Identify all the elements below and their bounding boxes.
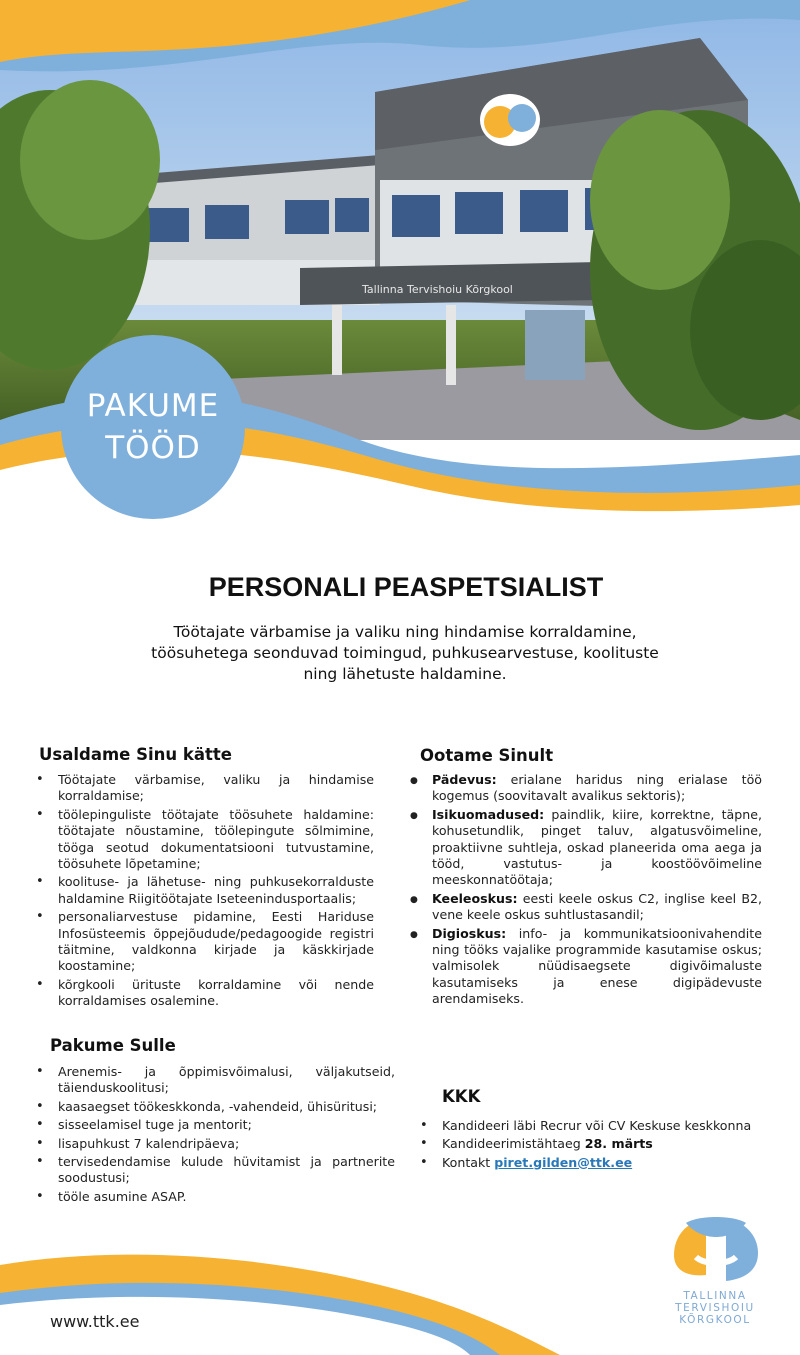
item-label: Pädevus:: [432, 772, 497, 787]
list-item: [410, 772, 762, 805]
item-text: info- ja kommunikatsioonivahendite ning tööks vajalike programmide kasutamise oskus; valmisolek nüüdisaegsete digivõimaluste kasutamiseks ja enese digipädevuste arendamiseks.: [432, 925, 762, 1007]
list-item: [420, 1136, 770, 1152]
building-sign: Tallinna Tervishoiu Kõrgkool: [362, 283, 513, 296]
kkk-list: [420, 1118, 770, 1173]
badge-line-1: PAKUME: [86, 388, 220, 424]
list-item: • Arenemis- ja õppimisvõimalusi, väljakutseid, täienduskoolitusi;: [36, 1064, 395, 1097]
list-item: [420, 1155, 770, 1171]
expect-heading: Ootame Sinult: [420, 746, 554, 765]
ttk-logo-icon: [668, 1215, 764, 1293]
contact-email-link[interactable]: piret.gilden@ttk.ee: [494, 1154, 633, 1170]
badge-line-2: TÖÖD: [105, 430, 201, 466]
item-text: eesti keele oskus C2, inglise keel B2, vene keele oskus suhtlustasandil;: [432, 890, 762, 923]
list-item: • sisseelamisel tuge ja mentorit;: [36, 1117, 395, 1133]
list-item: [410, 807, 762, 889]
pakume-tood-badge: [61, 335, 245, 519]
item-label: Isikuomadused:: [432, 806, 545, 822]
list-item: • lisapuhkust 7 kalendripäeva;: [36, 1136, 395, 1152]
offer-list: [36, 1064, 395, 1207]
logo-text: [660, 1290, 770, 1326]
item-label: Keeleoskus:: [432, 890, 518, 906]
list-item: • kaasaegset töökeskkonda, -vahendeid, ühisüritusi;: [36, 1099, 395, 1115]
deadline-value: 28. märts: [584, 1136, 653, 1152]
list-item: • koolituse- ja lähetuse- ning puhkusekorralduste haldamine Riigitöötajate Iseteenindusportaalis;: [36, 874, 374, 907]
list-item: • kõrgkooli ürituste korraldamine või nende korraldamises osalemine.: [36, 977, 374, 1010]
item-text: paindlik, kiire, korrektne, täpne, kohusetundlik, pinget taluv, algatusvõimeline, proaktiivne suhtleja, oskad planeerida oma aega ja tööd, vastutus- ja koostöövõimeline meeskonnatöötaja;: [432, 806, 762, 888]
list-item: • tööle asumine ASAP.: [36, 1189, 395, 1205]
list-item: [410, 926, 762, 1008]
item-text: erialane haridus ning erialase töö kogemus (soovitavalt avalikus sektoris);: [432, 772, 762, 804]
list-item: • Kandideeri läbi Recrur või CV Keskuse keskkonna: [420, 1118, 770, 1134]
job-subtitle: Töötajate värbamise ja valiku ning hindamise korraldamine, töösuhetega seonduvad toimingud, puhkusearvestuse, koolituste ning lähetuste haldamine.: [151, 623, 659, 683]
list-item: • personaliarvestuse pidamine, Eesti Hariduse Infosüsteemis õppejõudude/pedagoogide registri täitmine, valdkonna kirjade ja käskkirjade koostamine;: [36, 909, 374, 975]
logo-line-3: KÕRGKOOL: [679, 1314, 751, 1326]
contact-prefix: Kontakt: [442, 1154, 495, 1170]
deadline-prefix: Kandideerimistähtaeg: [442, 1136, 585, 1152]
trust-heading: Usaldame Sinu kätte: [39, 745, 232, 764]
list-item: • töölepinguliste töötajate töösuhete haldamine: töötajate nõustamine, töölepingute sõlmimine, tööga seotud dokumentatsiooni tutvustamine, töösuhete lõpetamine;: [36, 807, 374, 873]
logo-line-1: TALLINNA: [683, 1290, 747, 1302]
item-label: Digioskus:: [432, 925, 507, 941]
offer-heading: Pakume Sulle: [50, 1036, 176, 1055]
list-item: • tervisedendamise kulude hüvitamist ja partnerite soodustusi;: [36, 1154, 395, 1187]
expect-list: [410, 772, 762, 1010]
list-item: [410, 891, 762, 924]
logo-line-2: TERVISHOIU: [675, 1302, 755, 1314]
website-link[interactable]: www.ttk.ee: [50, 1312, 140, 1331]
kkk-heading: KKK: [442, 1087, 481, 1106]
job-title: PERSONALI PEASPETSIALIST: [208, 572, 604, 602]
trust-list: [36, 772, 374, 1012]
list-item: • Töötajate värbamise, valiku ja hindamise korraldamise;: [36, 772, 374, 805]
